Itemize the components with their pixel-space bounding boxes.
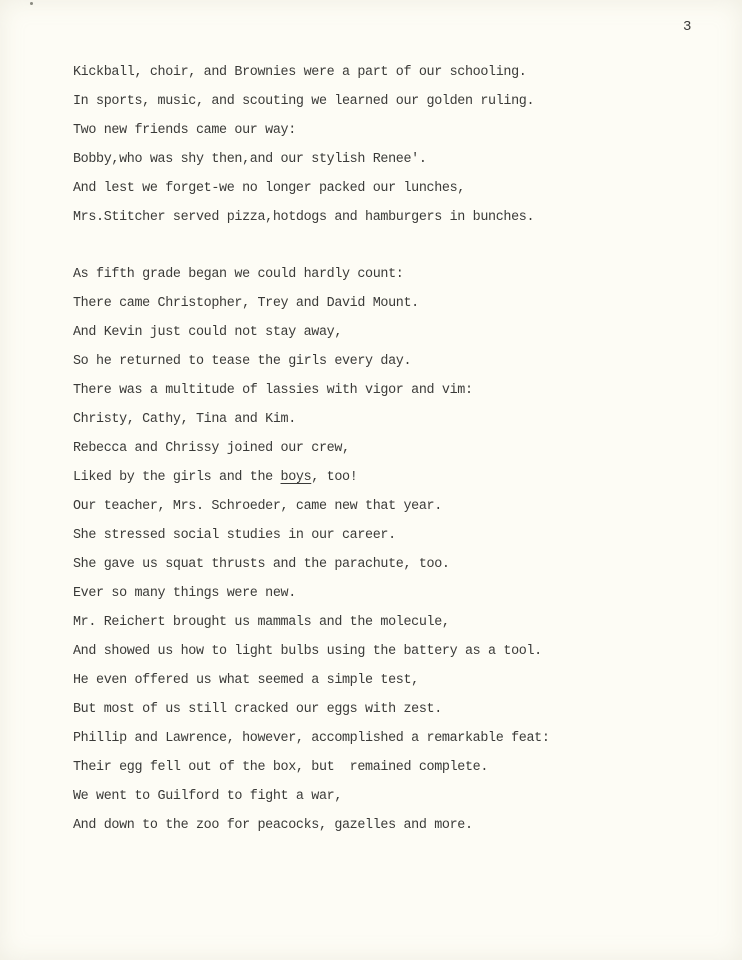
poem-line: Christy, Cathy, Tina and Kim. xyxy=(73,412,296,427)
poem-line: And down to the zoo for peacocks, gazelles and more. xyxy=(73,818,473,833)
poem-line: And Kevin just could not stay away, xyxy=(73,325,342,340)
line-text-before-underline: Liked by the girls and the xyxy=(73,470,281,485)
poem-line: In sports, music, and scouting we learned our golden ruling. xyxy=(73,94,535,109)
poem-line: Ever so many things were new. xyxy=(73,586,296,601)
poem-line: Kickball, choir, and Brownies were a part of our schooling. xyxy=(73,65,527,80)
poem-line: Two new friends came our way: xyxy=(73,123,296,138)
poem-line: Bobby,who was shy then,and our stylish Renee'. xyxy=(73,152,427,167)
poem-line: She stressed social studies in our career. xyxy=(73,528,396,543)
poem-line: Their egg fell out of the box, but remained complete. xyxy=(73,760,489,775)
poem-line-with-underline xyxy=(73,467,550,496)
poem-line: As fifth grade began we could hardly count: xyxy=(73,267,404,282)
poem-line: There was a multitude of lassies with vigor and vim: xyxy=(73,383,473,398)
poem-line: Mrs.Stitcher served pizza,hotdogs and hamburgers in bunches. xyxy=(73,210,535,225)
poem-line: Our teacher, Mrs. Schroeder, came new that year. xyxy=(73,499,442,514)
underlined-word: boys xyxy=(280,470,312,485)
stanza-1 xyxy=(73,62,534,236)
poem-line: Rebecca and Chrissy joined our crew, xyxy=(73,441,350,456)
poem-line: And lest we forget-we no longer packed our lunches, xyxy=(73,181,465,196)
poem-line: She gave us squat thrusts and the parachute, too. xyxy=(73,557,450,572)
poem-line: Mr. Reichert brought us mammals and the molecule, xyxy=(73,615,450,630)
poem-line: Phillip and Lawrence, however, accomplished a remarkable feat: xyxy=(73,731,550,746)
stanza-2 xyxy=(73,264,550,844)
paper-speck xyxy=(30,2,33,5)
poem-line: We went to Guilford to fight a war, xyxy=(73,789,342,804)
poem-line: So he returned to tease the girls every day. xyxy=(73,354,412,369)
poem-line: There came Christopher, Trey and David Mount. xyxy=(73,296,419,311)
line-text-after-underline: , too! xyxy=(311,470,358,485)
page-number: 3 xyxy=(683,19,692,35)
poem-line: And showed us how to light bulbs using the battery as a tool. xyxy=(73,644,542,659)
poem-line: But most of us still cracked our eggs with zest. xyxy=(73,702,442,717)
poem-line: He even offered us what seemed a simple test, xyxy=(73,673,419,688)
